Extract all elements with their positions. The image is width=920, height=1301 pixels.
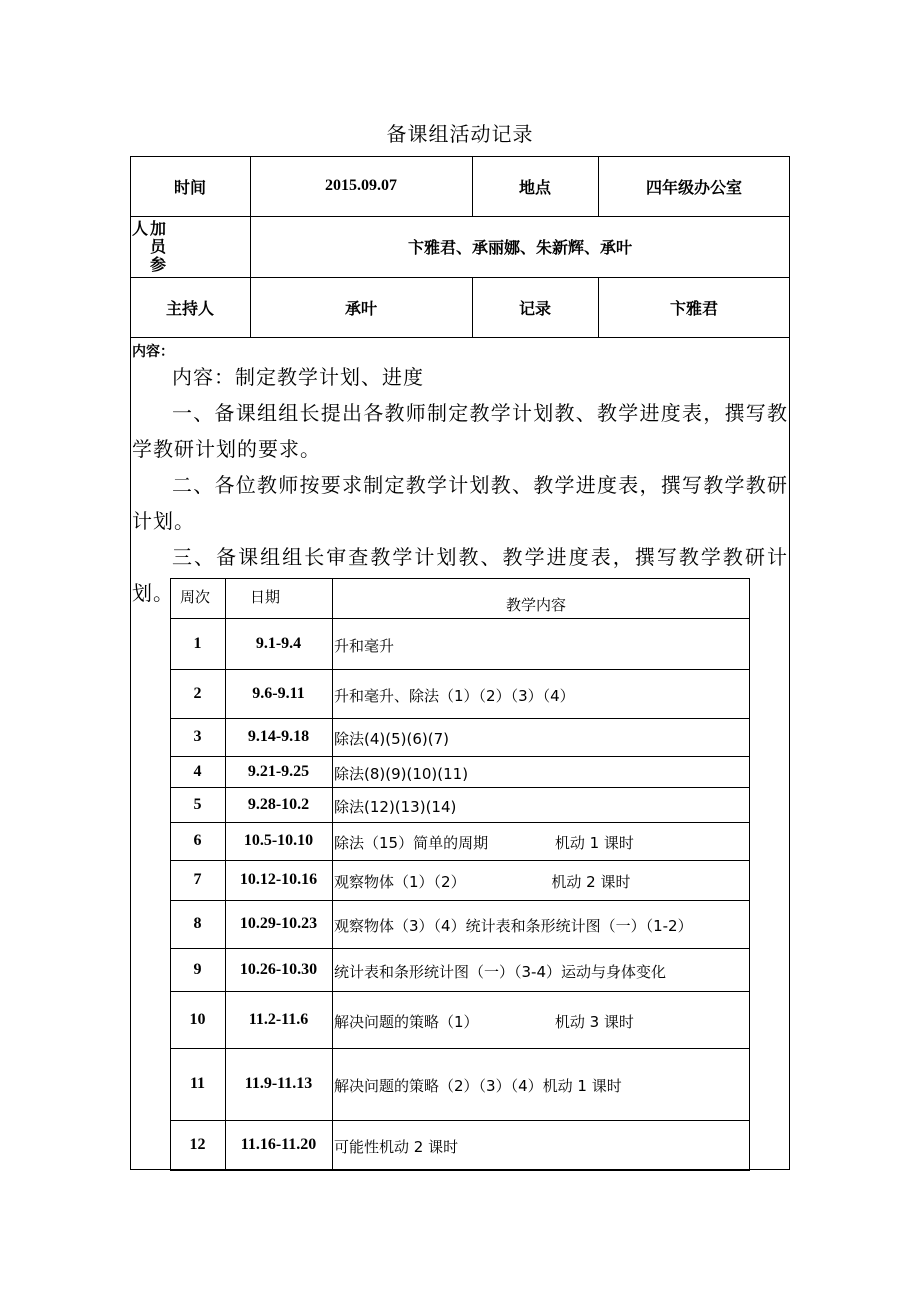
row-date: 9.28-10.2	[247, 795, 310, 813]
schedule-table	[170, 578, 750, 1171]
row-date: 9.21-9.25	[247, 762, 310, 780]
divider	[332, 578, 333, 1171]
row-date: 11.16-11.20	[240, 1136, 317, 1153]
record-label: 记录	[518, 298, 551, 318]
divider	[170, 578, 750, 579]
content-paragraph: 一、备课组组长提出各教师制定教学计划教、教学进度表，撰写教学教研计划的要求。	[132, 401, 788, 461]
row-divider	[170, 860, 750, 861]
host-label: 主持人	[165, 298, 214, 318]
row-date: 10.12-10.16	[239, 871, 318, 888]
row-content: 升和毫升	[334, 636, 395, 655]
row-divider	[170, 669, 750, 670]
row-content: 可能性机动 2 课时	[334, 1138, 459, 1156]
row-week: 8	[193, 915, 202, 932]
row-date: 9.6-9.11	[252, 684, 305, 702]
content-body	[132, 359, 788, 611]
participants-label-char: 员	[150, 237, 167, 256]
place-label: 地点	[518, 177, 551, 197]
content-paragraph: 二、各位教师按要求制定教学计划教、教学进度表，撰写教学教研计划。	[132, 473, 788, 533]
place-value: 四年级办公室	[645, 177, 742, 197]
row-week: 11	[189, 1075, 206, 1092]
row-date: 11.9-11.13	[244, 1075, 313, 1092]
row-divider	[170, 900, 750, 901]
row-divider	[170, 787, 750, 788]
participants-label-char: 人	[132, 219, 149, 238]
row-divider	[170, 1048, 750, 1049]
header-content: 教学内容	[506, 596, 567, 614]
row-divider	[170, 1170, 750, 1171]
row-date: 10.5-10.10	[243, 832, 314, 849]
row-divider	[170, 822, 750, 823]
row-divider	[170, 1120, 750, 1121]
row-content: 除法（15）简单的周期 机动 1 课时	[334, 834, 634, 852]
row-divider	[170, 991, 750, 992]
content-label: 内容：	[132, 344, 174, 360]
row-content: 除法(8)(9)(10)(11)	[334, 764, 469, 783]
row-week: 1	[193, 634, 202, 652]
divider	[130, 337, 790, 338]
row-divider	[170, 618, 750, 619]
row-week: 4	[193, 762, 202, 780]
row-week: 2	[193, 684, 202, 702]
row-week: 7	[193, 871, 202, 888]
participants-value: 卞雅君、承丽娜、朱新辉、承叶	[407, 238, 632, 257]
row-content: 除法(4)(5)(6)(7)	[334, 730, 449, 748]
row-week: 3	[193, 728, 202, 745]
row-date: 9.1-9.4	[255, 634, 302, 652]
row-content: 统计表和条形统计图（一）（3-4）运动与身体变化	[334, 962, 667, 981]
time-label: 时间	[173, 177, 206, 197]
header-week: 周次	[180, 588, 211, 606]
row-content: 观察物体（3）（4）统计表和条形统计图（一）（1-2）	[334, 917, 693, 935]
row-week: 10	[189, 1010, 206, 1028]
header-date: 日期	[250, 588, 281, 606]
row-week: 12	[189, 1136, 206, 1153]
row-content: 观察物体（1）（2） 机动 2 课时	[334, 873, 631, 891]
page-title: 备课组活动记录	[386, 122, 534, 146]
host-value: 承叶	[344, 298, 377, 318]
row-content: 解决问题的策略（2）（3）（4）机动 1 课时	[334, 1077, 622, 1095]
row-content: 解决问题的策略（1） 机动 3 课时	[334, 1012, 634, 1031]
row-date: 11.2-11.6	[248, 1010, 309, 1028]
time-value: 2015.09.07	[325, 177, 397, 194]
participants-label-char: 参	[150, 255, 167, 274]
row-divider	[170, 718, 750, 719]
row-content: 升和毫升、除法（1）（2）（3）（4）	[334, 686, 575, 705]
content-paragraph: 三、备课组组长审查教学计划教、教学进度表，撰写教学教研计划。	[132, 545, 788, 605]
divider	[749, 578, 750, 1171]
row-date: 10.26-10.30	[239, 960, 318, 978]
content-paragraph: 内容：制定教学计划、进度	[172, 365, 424, 389]
row-week: 9	[193, 960, 202, 978]
row-divider	[170, 948, 750, 949]
row-week: 6	[193, 832, 202, 849]
row-content: 除法(12)(13)(14)	[334, 797, 457, 816]
row-divider	[170, 756, 750, 757]
row-week: 5	[193, 795, 202, 813]
participants-label-char: 加	[150, 219, 167, 238]
row-date: 9.14-9.18	[247, 728, 310, 745]
record-value: 卞雅君	[669, 298, 718, 318]
row-date: 10.29-10.23	[239, 915, 318, 932]
participants-label	[132, 218, 172, 276]
